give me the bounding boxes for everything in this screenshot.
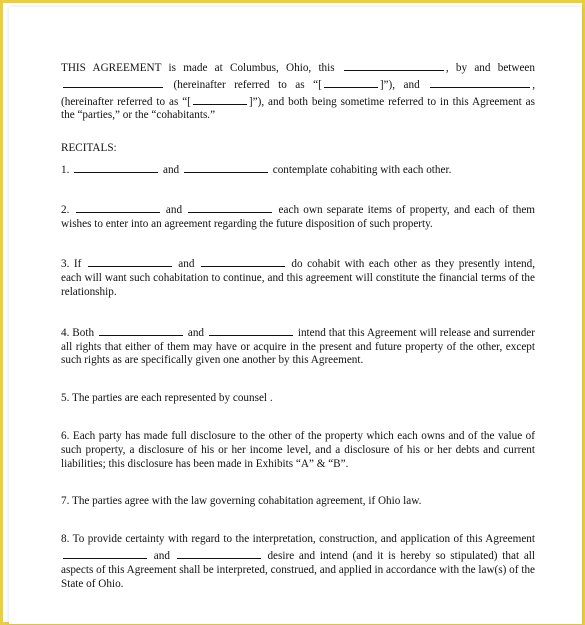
recital-2	[61, 201, 535, 232]
recital-3-text: do cohabit with each other as they presently intend, each will want such cohabitation to continue, and this agreement will constitute the financial terms of the relationship.	[61, 258, 536, 298]
recital-1-blank-b	[184, 161, 268, 173]
recital-3-and: and	[178, 258, 195, 271]
intro-text-5: ,	[532, 78, 536, 91]
recital-2-blank-a	[76, 201, 160, 213]
recital-1-blank-a	[74, 161, 158, 173]
recital-3-num: 3. If	[61, 258, 82, 271]
date-blank	[344, 59, 444, 71]
recital-3-blank-a	[88, 255, 172, 267]
recital-6: 6. Each party has made full disclosure to the other of the property which each owns and of the value of such property, a disclosure of his or her income level, and a disclosure of his or her debts and current liabilities; this disclosure has been made in Exhibits “A” & “B”.	[61, 429, 535, 470]
recital-1-num: 1.	[61, 163, 70, 176]
recital-4-and: and	[187, 326, 205, 339]
recital-7: 7. The parties agree with the law governing cohabitation agreement, if Ohio law.	[61, 495, 422, 508]
recital-3-blank-b	[201, 255, 285, 267]
intro-text-1: THIS AGREEMENT is made at Columbus, Ohio, this	[61, 62, 335, 74]
recital-2-blank-b	[188, 201, 272, 213]
recital-4-text: intend that this Agreement will release and surrender all rights that either of them may have or acquire in the present and future property of the other, except such rights as are specifically given one another by this Agreement.	[61, 326, 536, 367]
recital-2-text: each own separate items of property, and each of them wishes to enter into an agreement regarding the future disposition of such property.	[61, 203, 536, 230]
recital-8-and: and	[153, 549, 170, 562]
recital-2-and: and	[165, 203, 183, 216]
intro-text-7: ]”), and both being sometime referred to in this Agreement as the “parties,” or the “cohabitants.”	[61, 95, 535, 122]
recital-1-text: contemplate cohabiting with each other.	[272, 163, 452, 176]
recitals-heading: RECITALS:	[61, 142, 117, 155]
recital-1-and: and	[162, 163, 180, 176]
recital-8-blank-a	[63, 547, 147, 559]
recital-4-blank-a	[99, 324, 183, 336]
recital-4-num: 4. Both	[61, 326, 95, 339]
agreement-text	[61, 59, 535, 591]
recital-2-num: 2.	[61, 203, 70, 216]
intro-paragraph	[61, 59, 535, 123]
recital-4	[61, 324, 535, 368]
recital-8-blank-b	[177, 547, 261, 559]
recital-8-text-a: 8. To provide certainty with regard to the interpretation, construction, and application of this Agreement	[61, 533, 535, 546]
document-page	[9, 7, 582, 624]
party2-name-blank	[430, 76, 530, 88]
party2-alias-blank	[193, 93, 247, 105]
intro-text-4: ]”), and	[379, 78, 420, 91]
party1-alias-blank	[324, 76, 378, 88]
intro-text-2: , by and between	[445, 62, 535, 74]
party1-name-blank	[63, 76, 163, 88]
recital-8-text: desire and intend (and it is hereby so stipulated) that all aspects of this Agreement shall be interpreted, construed, and applied in accordance with the law(s) of the State of Ohio.	[61, 549, 536, 590]
recital-8	[61, 533, 535, 591]
recital-1	[61, 161, 535, 178]
recital-4-blank-b	[209, 324, 293, 336]
intro-text-6: (hereinafter referred to as “[	[61, 95, 191, 108]
recital-5: 5. The parties are each represented by counsel .	[61, 392, 273, 405]
intro-text-3: (hereinafter referred to as “[	[173, 78, 322, 91]
recital-3	[61, 255, 535, 299]
